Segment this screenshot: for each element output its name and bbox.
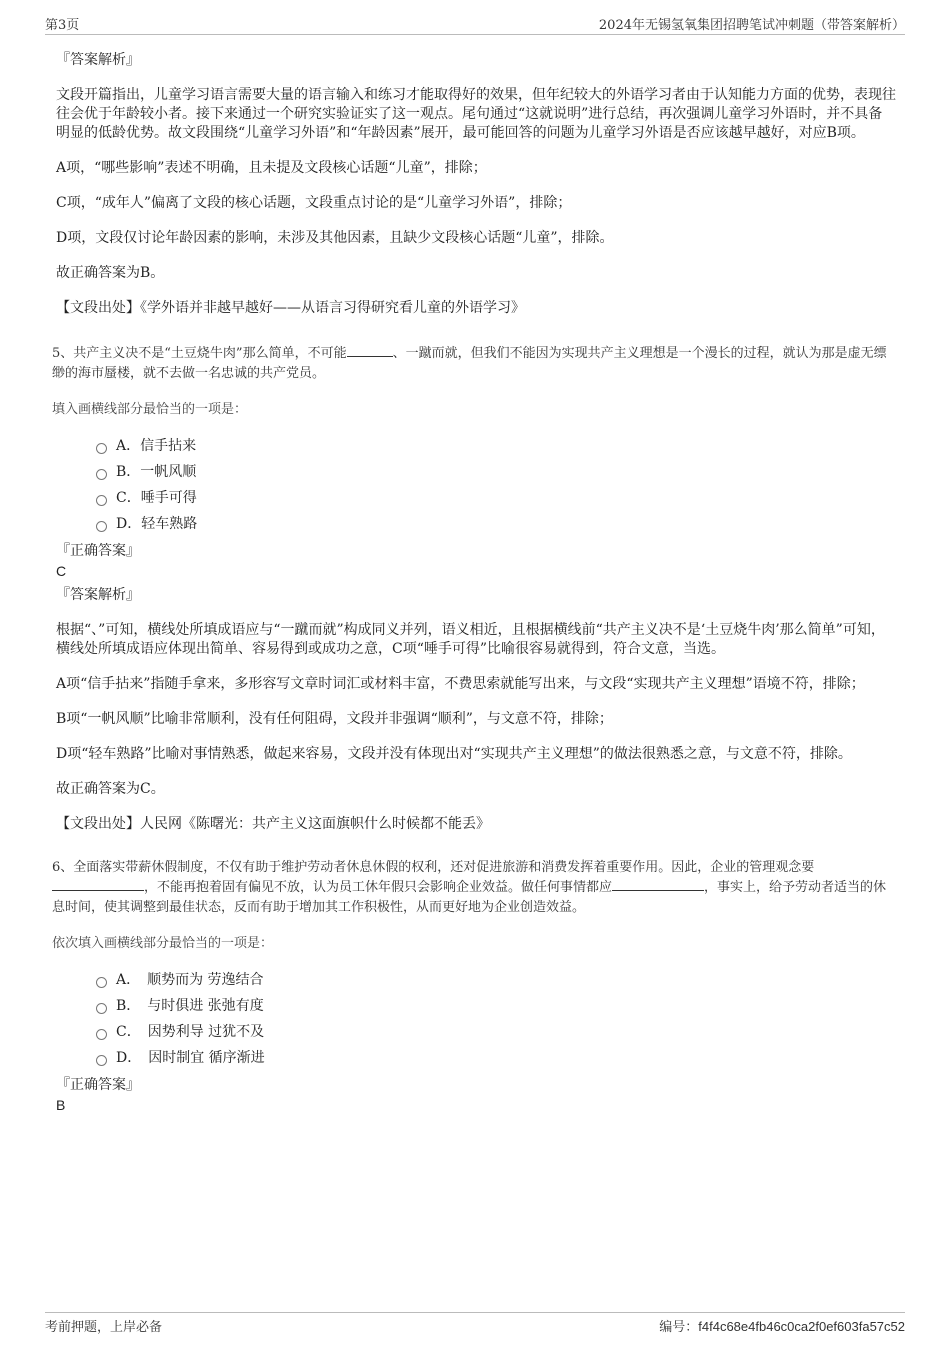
radio-icon[interactable] — [96, 1055, 107, 1066]
document-code: 编号：f4f4c68e4fb46c0ca2f0ef603fa57c52 — [659, 1319, 905, 1334]
q5-instruction: 填入画横线部分最恰当的一项是： — [52, 402, 248, 417]
q4-option-a-analysis: A项，“哪些影响”表述不明确，且未提及文段核心话题“儿童”，排除； — [56, 160, 487, 176]
q4-option-c-analysis: C项，“成年人”偏离了文段的核心话题，文段重点讨论的是“儿童学习外语”，排除； — [56, 195, 572, 211]
q5-option-d[interactable]: D．轻车熟路 — [96, 511, 896, 537]
q6-stem: 6、全面落实带薪休假制度，不仅有助于维护劳动者休息休假的权利，还对促进旅游和消费发挥着重要作用。因此，企业的管理观念要，不能再抱着固有偏见不放，认为员工休年假只会影响企业效益。做任何事情都应 ，事实上，给予劳动者适当的休息时间，使其调整到最佳状态，反而有助于增加其工作积极性，从而更好地为企业创造效益。 — [52, 860, 887, 915]
q5-source: 【文段出处】人民网《陈曙光：共产主义这面旗帜什么时候都不能丢》 — [56, 816, 490, 832]
radio-icon[interactable] — [96, 521, 107, 532]
q6-option-a[interactable]: A． 顺势而为 劳逸结合 — [96, 967, 896, 993]
q6-blank-2 — [612, 890, 704, 891]
q6-option-d[interactable]: D． 因时制宜 循序渐进 — [96, 1045, 896, 1071]
page-number: 第3页 — [45, 18, 80, 33]
page-header — [45, 14, 905, 35]
document-body — [52, 46, 896, 1115]
q4-option-d-analysis: D项，文段仅讨论年龄因素的影响，未涉及其他因素，且缺少文段核心话题“儿童”，排除。 — [56, 230, 614, 246]
q5-option-b[interactable]: B．一帆风顺 — [96, 459, 896, 485]
q4-source: 【文段出处】《学外语并非越早越好——从语言习得研究看儿童的外语学习》 — [56, 300, 525, 316]
q5-option-c[interactable]: C．唾手可得 — [96, 485, 896, 511]
q5-correct-label: 『正确答案』 — [56, 543, 140, 559]
page-footer — [45, 1312, 905, 1333]
q6-correct-answer: B — [56, 1097, 66, 1113]
q5-stem: 5、共产主义决不是“土豆烧牛肉”那么简单，不可能 、一蹴而就，但我们不能因为实现共产主义理想是一个漫长的过程，就认为那是虚无缥缈的海市蜃楼，就不去做一名忠诚的共产党员。 — [52, 346, 887, 381]
q5-analysis: 根据“、”可知，横线处所填成语应与“一蹴而就”构成同义并列，语义相近，且根据横线前“共产主义决不是‘土豆烧牛肉’那么简单”可知，横线处所填成语应体现出简单、容易得到或成功之意，C项“唾手可得”比喻很容易就得到，符合文意，当选。 — [56, 622, 885, 657]
q4-analysis-label: 『答案解析』 — [56, 52, 140, 68]
q4-analysis: 文段开篇指出，儿童学习语言需要大量的语言输入和练习才能取得好的效果，但年纪较大的外语学习者由于认知能力方面的优势，表现往往会优于年龄较小者。接下来通过一个研究实验证实了这一观点。尾句通过“这就说明”进行总结，再次强调儿童学习外语时，并不具备明显的低龄优势。故文段围绕“儿童学习外语”和“年龄因素”展开，最可能回答的问题为儿童学习外语是否应该越早越好，对应B项。 — [56, 87, 896, 141]
radio-icon[interactable] — [96, 1029, 107, 1040]
q6-correct-label: 『正确答案』 — [56, 1077, 140, 1093]
q6-instruction: 依次填入画横线部分最恰当的一项是： — [52, 936, 274, 951]
q5-analysis-label: 『答案解析』 — [56, 587, 140, 603]
q5-option-d-analysis: D项“轻车熟路”比喻对事情熟悉，做起来容易，文段并没有体现出对“实现共产主义理想”的做法很熟悉之意，与文意不符，排除。 — [56, 746, 852, 762]
radio-icon[interactable] — [96, 1003, 107, 1014]
q6-options — [96, 967, 896, 1071]
radio-icon[interactable] — [96, 495, 107, 506]
document-title: 2024年无锡氢氧集团招聘笔试冲刺题（带答案解析） — [598, 18, 905, 33]
q5-option-b-analysis: B项“一帆风顺”比喻非常顺利，没有任何阻碍，文段并非强调“顺利”，与文意不符，排除； — [56, 711, 613, 727]
q5-option-a[interactable]: A．信手拈来 — [96, 433, 896, 459]
q5-options — [96, 433, 896, 537]
q5-conclusion: 故正确答案为C。 — [56, 781, 165, 797]
q4-conclusion: 故正确答案为B。 — [56, 265, 165, 281]
q6-blank-1 — [52, 890, 144, 891]
radio-icon[interactable] — [96, 443, 107, 454]
q5-option-a-analysis: A项“信手拈来”指随手拿来，多形容写文章时词汇或材料丰富，不费思索就能写出来，与文段“实现共产主义理想”语境不符，排除； — [56, 676, 865, 692]
radio-icon[interactable] — [96, 469, 107, 480]
q5-blank — [347, 356, 393, 357]
q6-option-b[interactable]: B． 与时俱进 张弛有度 — [96, 993, 896, 1019]
radio-icon[interactable] — [96, 977, 107, 988]
footer-slogan: 考前押题，上岸必备 — [45, 1320, 163, 1335]
q6-option-c[interactable]: C． 因势利导 过犹不及 — [96, 1019, 896, 1045]
q5-correct-answer: C — [56, 563, 67, 579]
